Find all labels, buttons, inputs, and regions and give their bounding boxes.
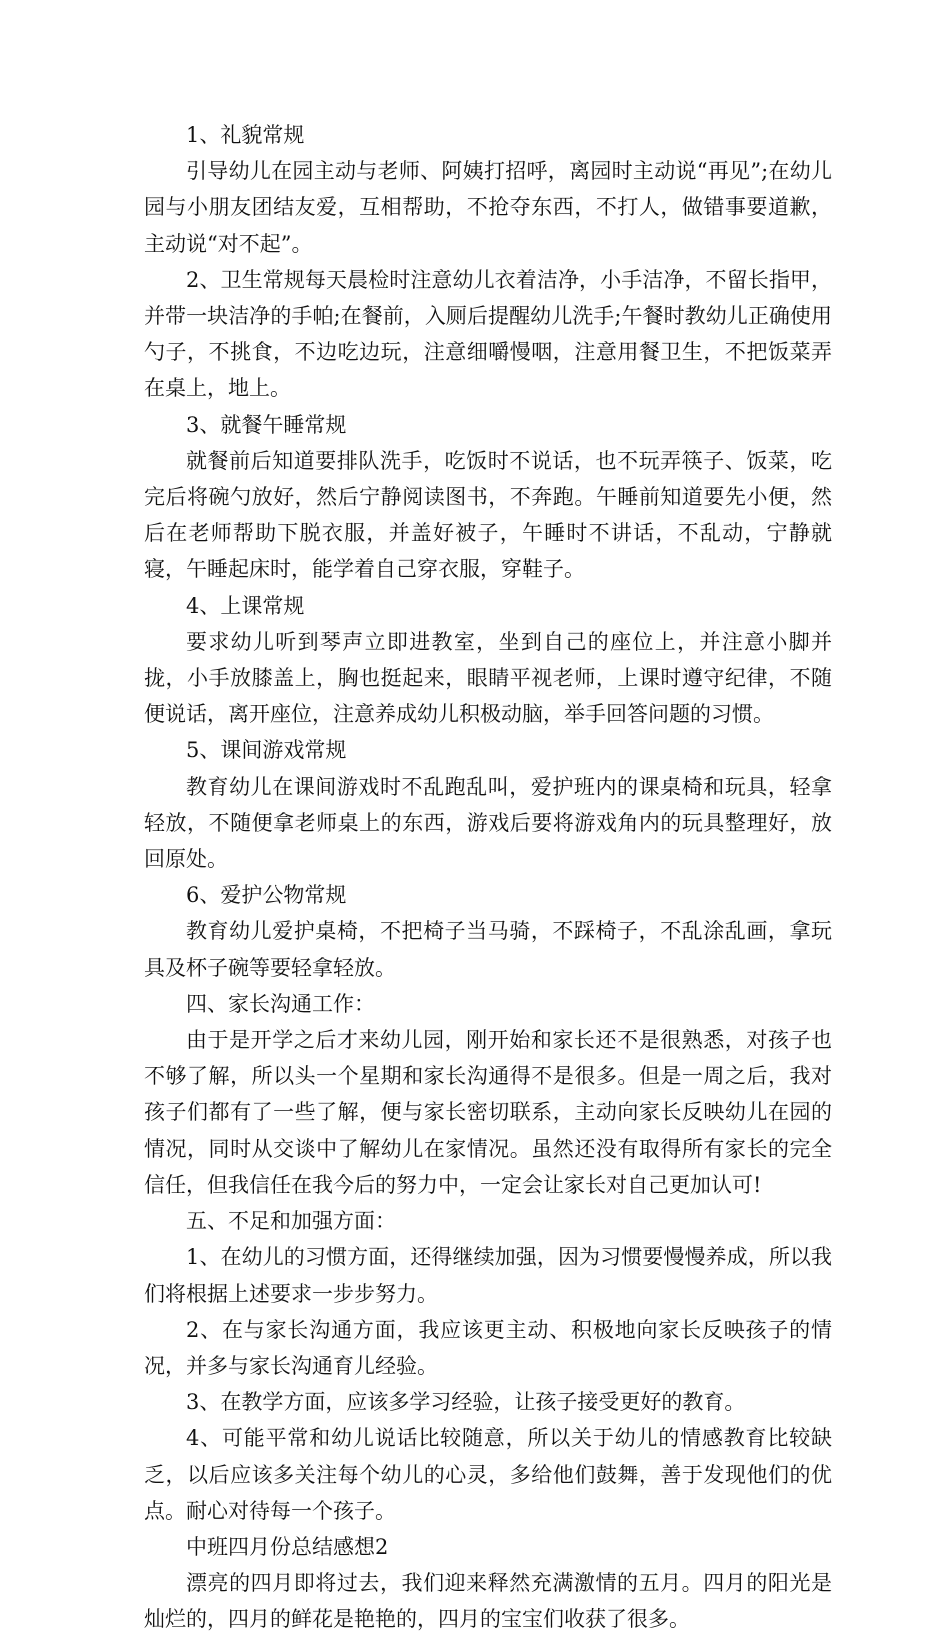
- heading-meal-nap-routine: 3、就餐午睡常规: [186, 412, 347, 437]
- paragraph-class-routine: 要求幼儿听到琴声立即进教室，坐到自己的座位上，并注意小脚并拢，小手放膝盖上，胸也挺起来，眼睛平视老师，上课时遵守纪律，不随便说话，离开座位，注意养成幼儿积极动脑，举手回答问题的习惯。: [144, 629, 832, 727]
- heading-april-summary-2: 中班四月份总结感想2: [186, 1534, 389, 1559]
- paragraph-shortcoming-emotional: 4、可能平常和幼儿说话比较随意，所以关于幼儿的情感教育比较缺乏，以后应该多关注每个幼儿的心灵，多给他们鼓舞，善于发现他们的优点。耐心对待每一个孩子。: [144, 1426, 832, 1523]
- heading-shortcomings: 五、不足和加强方面：: [186, 1209, 396, 1234]
- paragraph-public-property-routine: 教育幼儿爱护桌椅，不把椅子当马骑，不踩椅子，不乱涂乱画，拿玩具及杯子碗等要轻拿轻放。: [144, 919, 832, 980]
- document-body: [144, 117, 832, 1638]
- paragraph-shortcoming-habits: 1、在幼儿的习惯方面，还得继续加强，因为习惯要慢慢养成，所以我们将根据上述要求一步步努力。: [144, 1245, 832, 1306]
- paragraph-politeness-routine: 引导幼儿在园主动与老师、阿姨打招呼，离园时主动说“再见”;在幼儿园与小朋友团结友爱，互相帮助，不抢夺东西，不打人，做错事要道歉，主动说“对不起”。: [144, 159, 832, 256]
- heading-class-routine: 4、上课常规: [186, 593, 305, 618]
- heading-politeness-routine: 1、礼貌常规: [186, 123, 305, 147]
- paragraph-meal-nap-routine: 就餐前后知道要排队洗手，吃饭时不说话，也不玩弄筷子、饭菜，吃完后将碗勺放好，然后宁静阅读图书，不奔跑。午睡前知道要先小便，然后在老师帮助下脱衣服，并盖好被子，午睡时不讲话，不乱动，宁静就寝，午睡起床时，能学着自己穿衣服，穿鞋子。: [144, 448, 832, 582]
- heading-break-game-routine: 5、课间游戏常规: [186, 738, 347, 763]
- paragraph-hygiene-routine: 2、卫生常规每天晨检时注意幼儿衣着洁净，小手洁净，不留长指甲，并带一块洁净的手帕;在餐前，入厕后提醒幼儿洗手;午餐时教幼儿正确使用勺子，不挑食，不边吃边玩，注意细嚼慢咽，注意用餐卫生，不把饭菜弄在桌上，地上。: [144, 267, 832, 401]
- heading-parent-communication: 四、家长沟通工作：: [186, 991, 375, 1016]
- paragraph-parent-communication: 由于是开学之后才来幼儿园，刚开始和家长还不是很熟悉，对孩子也不够了解，所以头一个星期和家长沟通得不是很多。但是一周之后，我对孩子们都有了一些了解，便与家长密切联系，主动向家长反映幼儿在园的情况，同时从交谈中了解幼儿在家情况。虽然还没有取得所有家长的完全信任，但我信任在我今后的努力中，一定会让家长对自己更加认可!: [144, 1028, 832, 1197]
- heading-public-property-routine: 6、爱护公物常规: [186, 883, 347, 908]
- paragraph-break-game-routine: 教育幼儿在课间游戏时不乱跑乱叫，爱护班内的课桌椅和玩具，轻拿轻放，不随便拿老师桌上的东西，游戏后要将游戏角内的玩具整理好，放回原处。: [144, 774, 832, 872]
- paragraph-april-summary-2: 漂亮的四月即将过去，我们迎来释然充满激情的五月。四月的阳光是灿烂的，四月的鲜花是艳艳的，四月的宝宝们收获了很多。: [144, 1571, 832, 1632]
- paragraph-shortcoming-parents: 2、在与家长沟通方面，我应该更主动、积极地向家长反映孩子的情况，并多与家长沟通育儿经验。: [144, 1317, 832, 1378]
- paragraph-shortcoming-teaching: 3、在教学方面，应该多学习经验，让孩子接受更好的教育。: [186, 1390, 746, 1415]
